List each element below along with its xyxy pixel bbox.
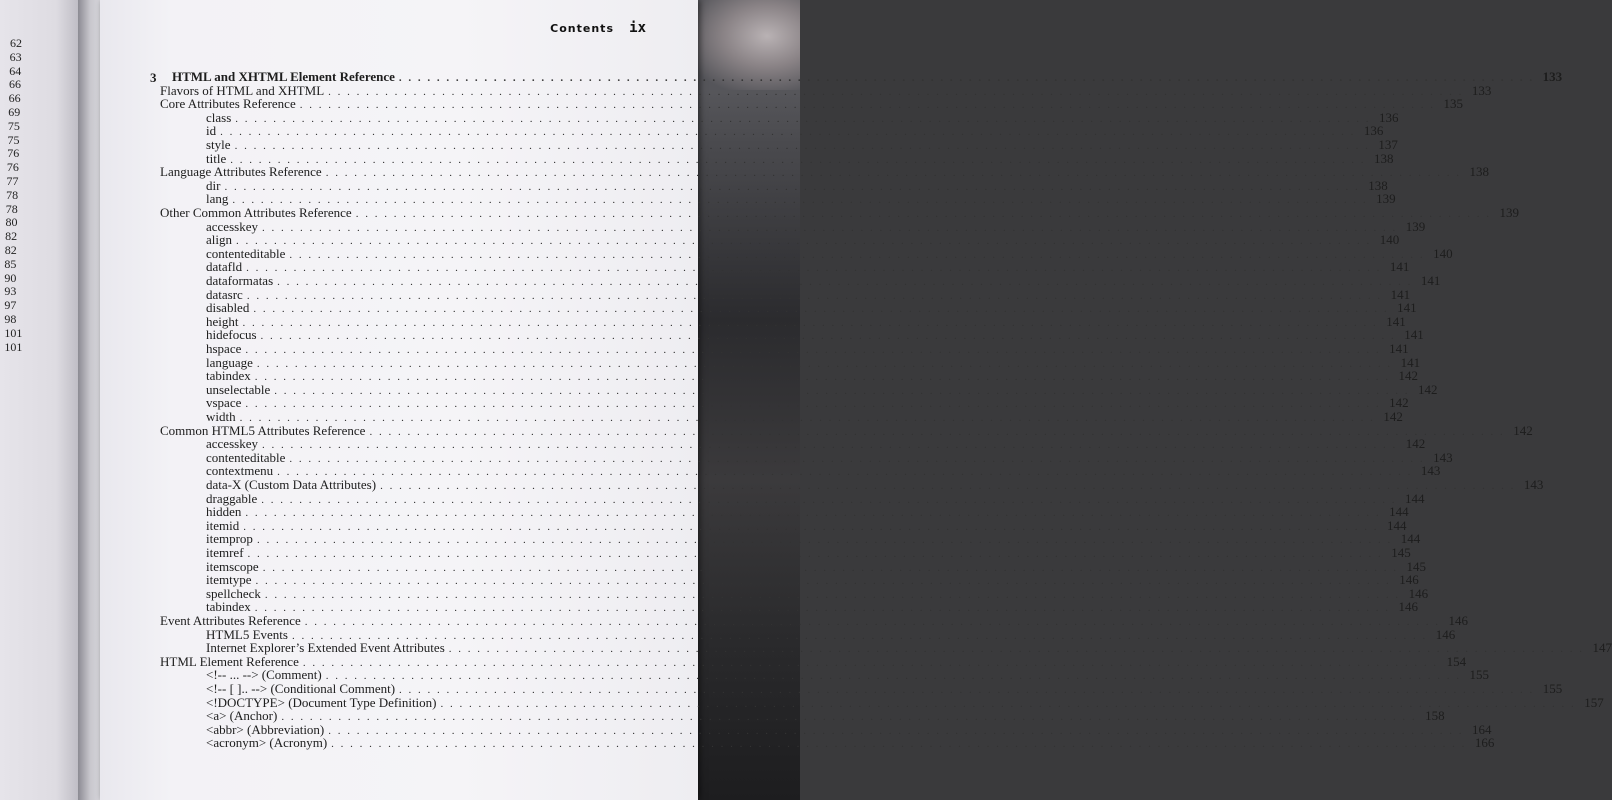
entry-label: accesskey — [206, 218, 258, 234]
page-number: ix — [629, 20, 646, 36]
contents-page — [100, 0, 1612, 800]
toc-subentry — [206, 558, 1426, 574]
left-page-number: 66 — [8, 77, 21, 92]
entry-label: contenteditable — [206, 245, 286, 261]
entry-label: contenteditable — [206, 449, 286, 465]
dot-leader: . . . . . . . . . . . . . . . . . . . . . . . . . . . . . . . . . . . . . . . . . . . . . . . . . . . . . . . . . . . . . . . . . . . . . . . . . . . . . . . . . . . . . . . . . . . . . . . . . . . . . . . . . . . . . . . . . . . . . . . . — [281, 711, 1417, 724]
entry-label: Internet Explorer’s Extended Event Attributes — [206, 640, 445, 656]
dot-leader: . . . . . . . . . . . . . . . . . . . . . . . . . . . . . . . . . . . . . . . . . . . . . . . . . . . . . . . . . . . . . . . . . . . . . . . . . . . . . . . . . . . . . . . . . . . . . . . . . . . . . . . . . . . . . . . . . . . . . . . . — [253, 303, 1389, 316]
entry-page: 140 — [1433, 245, 1453, 261]
dot-leader: . . . . . . . . . . . . . . . . . . . . . . . . . . . . . . . . . . . . . . . . . . . . . . . . . . . . . . . . . . . . . . . . . . . . . . . . . . . . . . . . . . . . . . . . . . . . . . . . . . . . . . . . . . . . . . . . . . . . . . . . — [398, 72, 1535, 84]
dot-leader: . . . . . . . . . . . . . . . . . . . . . . . . . . . . . . . . . . . . . . . . . . . . . . . . . . . . . . . . . . . . . . . . . . . . . . . . . . . . . . . . . . . . . . . . . . . . . . . . . . . . . . . . . . . . . . . . . . . . . . . . — [261, 493, 1397, 506]
entry-page: 143 — [1420, 463, 1441, 479]
entry-page: 144 — [1389, 504, 1409, 520]
toc-subentry — [206, 327, 1424, 343]
left-page-number: 77 — [6, 174, 19, 188]
entry-label: unselectable — [206, 381, 271, 397]
dot-leader: . . . . . . . . . . . . . . . . . . . . . . . . . . . . . . . . . . . . . . . . . . . . . . . . . . . . . . . . . . . . . . . . . . . . . . . . . . . . . . . . . . . . . . . . . . . . . . . . . . . . . . . . . . . . . . . . . . . . . . . . — [232, 194, 1368, 207]
entry-label: width — [206, 409, 236, 424]
dot-leader: . . . . . . . . . . . . . . . . . . . . . . . . . . . . . . . . . . . . . . . . . . . . . . . . . . . . . . . . . . . . . . . . . . . . . . . . . . . . . . . . . . . . . . . . . . . . . . . . . . . . . . . . . . . . . . . . . . . . . . . . — [239, 412, 1375, 424]
entry-label: tabindex — [206, 368, 251, 384]
entry-page: 141 — [1389, 259, 1410, 275]
entry-page: 135 — [1443, 96, 1463, 112]
dot-leader: . . . . . . . . . . . . . . . . . . . . . . . . . . . . . . . . . . . . . . . . . . . . . . . . . . . . . . . . . . . . . . . . . . . . . . . . . . . . . . . . . . . . . . . . . . . . . . . . . . . . . . . . . . . . . . . . . . . . . . . . — [254, 371, 1391, 384]
entry-page: 146 — [1448, 613, 1469, 628]
dot-leader: . . . . . . . . . . . . . . . . . . . . . . . . . . . . . . . . . . . . . . . . . . . . . . . . . . . . . . . . . . . . . . . . . . . . . . . . . . . . . . . . . . . . . . . . . . . . . . . . . . . . . . . . . . . . . . . . . . . . . . . . — [328, 85, 1464, 98]
entry-page: 166 — [1474, 735, 1495, 751]
toc-subentry — [206, 109, 1399, 125]
dot-leader: . . . . . . . . . . . . . . . . . . . . . . . . . . . . . . . . . . . . . . . . . . . . . . . . . . . . . . . . . . . . . . . . . . . . . . . . . . . . . . . . . . . . . . . . . . . . . . . . . . . . . . . . . . . . . . . . . . . . . . . . — [277, 466, 1413, 479]
dot-leader: . . . . . . . . . . . . . . . . . . . . . . . . . . . . . . . . . . . . . . . . . . . . . . . . . . . . . . . . . . . . . . . . . . . . . . . . . . . . . . . . . . . . . . . . . . . . . . . . . . . . . . . . . . . . . . . . . . . . . . . . — [245, 507, 1381, 520]
toc-subentry — [206, 300, 1417, 316]
toc-subentry — [206, 123, 1384, 139]
entry-page: 141 — [1420, 273, 1441, 288]
dot-leader: . . . . . . . . . . . . . . . . . . . . . . . . . . . . . . . . . . . . . . . . . . . . . . . . . . . . . . . . . . . . . . . . . . . . . . . . . . . . . . . . . . . . . . . . . . . . . . . . . . . . . . . . . . . . . . . . . . . . . . . . — [224, 180, 1360, 193]
dot-leader: . . . . . . . . . . . . . . . . . . . . . . . . . . . . . . . . . . . . . . . . . . . . . . . . . . . . . . . . . . . . . . . . . . . . . . . . . . . . . . . . . . . . . . . . . . . . . . . . . . . . . . . . . . . . . . . . . . . . . . . . — [328, 724, 1464, 737]
entry-page: 146 — [1399, 572, 1419, 588]
toc-subentry — [206, 504, 1409, 520]
toc-subentry — [206, 245, 1453, 261]
toc-subentry — [206, 137, 1398, 152]
left-page-number: 101 — [4, 339, 23, 354]
entry-label: hspace — [206, 341, 242, 356]
entry-page: 158 — [1425, 708, 1445, 724]
entry-page: 147 — [1592, 640, 1612, 656]
dot-leader: . . . . . . . . . . . . . . . . . . . . . . . . . . . . . . . . . . . . . . . . . . . . . . . . . . . . . . . . . . . . . . . . . . . . . . . . . . . . . . . . . . . . . . . . . . . . . . . . . . . . . . . . . . . . . . . . . . . . . . . . — [255, 575, 1391, 588]
dot-leader: . . . . . . . . . . . . . . . . . . . . . . . . . . . . . . . . . . . . . . . . . . . . . . . . . . . . . . . . . . . . . . . . . . . . . . . . . . . . . . . . . . . . . . . . . . . . . . . . . . . . . . . . . . . . . . . . . . . . . . . . — [440, 697, 1576, 710]
entry-page: 141 — [1389, 341, 1409, 356]
dot-leader: . . . . . . . . . . . . . . . . . . . . . . . . . . . . . . . . . . . . . . . . . . . . . . . . . . . . . . . . . . . . . . . . . . . . . . . . . . . . . . . . . . . . . . . . . . . . . . . . . . . . . . . . . . . . . . . . . . . . . . . . — [264, 588, 1401, 601]
left-page-number: 93 — [4, 284, 17, 299]
dot-leader: . . . . . . . . . . . . . . . . . . . . . . . . . . . . . . . . . . . . . . . . . . . . . . . . . . . . . . . . . . . . . . . . . . . . . . . . . . . . . . . . . . . . . . . . . . . . . . . . . . . . . . . . . . . . . . . . . . . . . . . . — [325, 167, 1461, 180]
entry-page: 138 — [1373, 150, 1394, 166]
dot-leader: . . . . . . . . . . . . . . . . . . . . . . . . . . . . . . . . . . . . . . . . . . . . . . . . . . . . . . . . . . . . . . . . . . . . . . . . . . . . . . . . . . . . . . . . . . . . . . . . . . . . . . . . . . . . . . . . . . . . . . . . — [289, 248, 1425, 261]
entry-page: 143 — [1433, 449, 1453, 465]
left-page-number: 90 — [4, 270, 17, 285]
entry-page: 146 — [1408, 585, 1429, 601]
toc-subentry — [206, 409, 1403, 424]
entry-label: itemid — [206, 517, 240, 533]
toc-section-entry — [160, 164, 1489, 180]
dot-leader: . . . . . . . . . . . . . . . . . . . . . . . . . . . . . . . . . . . . . . . . . . . . . . . . . . . . . . . . . . . . . . . . . . . . . . . . . . . . . . . . . . . . . . . . . . . . . . . . . . . . . . . . . . . . . . . . . . . . . . . . — [236, 235, 1372, 248]
entry-page: 142 — [1398, 368, 1419, 384]
dot-leader: . . . . . . . . . . . . . . . . . . . . . . . . . . . . . . . . . . . . . . . . . . . . . . . . . . . . . . . . . . . . . . . . . . . . . . . . . . . . . . . . . . . . . . . . . . . . . . . . . . . . . . . . . . . . . . . . . . . . . . . . — [247, 548, 1383, 560]
entry-label: height — [206, 313, 239, 329]
entry-page: 136 — [1379, 109, 1399, 125]
entry-page: 142 — [1389, 395, 1409, 411]
dot-leader: . . . . . . . . . . . . . . . . . . . . . . . . . . . . . . . . . . . . . . . . . . . . . . . . . . . . . . . . . . . . . . . . . . . . . . . . . . . . . . . . . . . . . . . . . . . . . . . . . . . . . . . . . . . . . . . . . . . . . . . . — [448, 643, 1584, 656]
dot-leader: . . . . . . . . . . . . . . . . . . . . . . . . . . . . . . . . . . . . . . . . . . . . . . . . . . . . . . . . . . . . . . . . . . . . . . . . . . . . . . . . . . . . . . . . . . . . . . . . . . . . . . . . . . . . . . . . . . . . . . . . — [234, 140, 1370, 152]
dot-leader: . . . . . . . . . . . . . . . . . . . . . . . . . . . . . . . . . . . . . . . . . . . . . . . . . . . . . . . . . . . . . . . . . . . . . . . . . . . . . . . . . . . . . . . . . . . . . . . . . . . . . . . . . . . . . . . . . . . . . . . . — [380, 480, 1516, 492]
dot-leader: . . . . . . . . . . . . . . . . . . . . . . . . . . . . . . . . . . . . . . . . . . . . . . . . . . . . . . . . . . . . . . . . . . . . . . . . . . . . . . . . . . . . . . . . . . . . . . . . . . . . . . . . . . . . . . . . . . . . . . . . — [246, 262, 1382, 275]
toc-subentry — [206, 585, 1429, 601]
dot-leader: . . . . . . . . . . . . . . . . . . . . . . . . . . . . . . . . . . . . . . . . . . . . . . . . . . . . . . . . . . . . . . . . . . . . . . . . . . . . . . . . . . . . . . . . . . . . . . . . . . . . . . . . . . . . . . . . . . . . . . . . — [261, 439, 1398, 452]
entry-label: hidefocus — [206, 327, 257, 343]
toc-subentry — [206, 572, 1419, 588]
entry-label: <a> (Anchor) — [206, 708, 278, 724]
entry-label: Flavors of HTML and XHTML — [160, 82, 325, 98]
entry-label: Common HTML5 Attributes Reference — [160, 422, 366, 438]
table-of-contents — [100, 0, 1612, 800]
entry-page: 142 — [1513, 422, 1533, 438]
chapter-page: 133 — [1542, 69, 1563, 84]
toc-subentry — [206, 395, 1409, 411]
entry-page: 154 — [1446, 653, 1467, 669]
entry-page: 164 — [1472, 721, 1492, 737]
entry-page: 145 — [1406, 558, 1426, 574]
dot-leader: . . . . . . . . . . . . . . . . . . . . . . . . . . . . . . . . . . . . . . . . . . . . . . . . . . . . . . . . . . . . . . . . . . . . . . . . . . . . . . . . . . . . . . . . . . . . . . . . . . . . . . . . . . . . . . . . . . . . . . . . — [277, 276, 1413, 288]
left-page-number: 80 — [5, 215, 18, 230]
dot-leader: . . . . . . . . . . . . . . . . . . . . . . . . . . . . . . . . . . . . . . . . . . . . . . . . . . . . . . . . . . . . . . . . . . . . . . . . . . . . . . . . . . . . . . . . . . . . . . . . . . . . . . . . . . . . . . . . . . . . . . . . — [274, 384, 1410, 397]
entry-label: HTML5 Events — [206, 626, 288, 642]
chapter-title: HTML and XHTML Element Reference — [172, 69, 395, 84]
entry-page: 139 — [1405, 218, 1426, 234]
dot-leader: . . . . . . . . . . . . . . . . . . . . . . . . . . . . . . . . . . . . . . . . . . . . . . . . . . . . . . . . . . . . . . . . . . . . . . . . . . . . . . . . . . . . . . . . . . . . . . . . . . . . . . . . . . . . . . . . . . . . . . . . — [355, 208, 1491, 220]
toc-subentry — [206, 177, 1388, 193]
dot-leader: . . . . . . . . . . . . . . . . . . . . . . . . . . . . . . . . . . . . . . . . . . . . . . . . . . . . . . . . . . . . . . . . . . . . . . . . . . . . . . . . . . . . . . . . . . . . . . . . . . . . . . . . . . . . . . . . . . . . . . . . — [399, 684, 1535, 696]
entry-label: accesskey — [206, 436, 258, 452]
entry-label: tabindex — [206, 599, 251, 615]
dot-leader: . . . . . . . . . . . . . . . . . . . . . . . . . . . . . . . . . . . . . . . . . . . . . . . . . . . . . . . . . . . . . . . . . . . . . . . . . . . . . . . . . . . . . . . . . . . . . . . . . . . . . . . . . . . . . . . . . . . . . . . . — [243, 520, 1379, 533]
entry-label: <abbr> (Abbreviation) — [206, 721, 325, 737]
entry-label: style — [206, 137, 231, 152]
entry-label: draggable — [206, 490, 258, 506]
entry-label: Other Common Attributes Reference — [160, 205, 352, 220]
toc-subentry — [206, 273, 1441, 288]
entry-page: 140 — [1379, 232, 1400, 248]
entry-label: datasrc — [206, 286, 243, 302]
entry-label: class — [206, 109, 232, 125]
entry-page: 146 — [1398, 599, 1419, 615]
toc-subentry — [206, 218, 1426, 234]
left-page-number: 97 — [4, 298, 17, 313]
entry-page: 141 — [1386, 313, 1406, 329]
left-page-number: 78 — [6, 187, 19, 202]
dot-leader: . . . . . . . . . . . . . . . . . . . . . . . . . . . . . . . . . . . . . . . . . . . . . . . . . . . . . . . . . . . . . . . . . . . . . . . . . . . . . . . . . . . . . . . . . . . . . . . . . . . . . . . . . . . . . . . . . . . . . . . . — [302, 656, 1439, 669]
entry-page: 139 — [1376, 191, 1396, 207]
entry-page: 155 — [1542, 681, 1563, 696]
left-page-number: 63 — [9, 49, 22, 64]
entry-label: itemtype — [206, 572, 252, 588]
left-page-number: 98 — [4, 312, 17, 326]
dot-leader: . . . . . . . . . . . . . . . . . . . . . . . . . . . . . . . . . . . . . . . . . . . . . . . . . . . . . . . . . . . . . . . . . . . . . . . . . . . . . . . . . . . . . . . . . . . . . . . . . . . . . . . . . . . . . . . . . . . . . . . . — [260, 330, 1396, 343]
entry-page: 142 — [1418, 381, 1438, 397]
entry-page: 141 — [1390, 286, 1411, 302]
toc-subentry — [206, 681, 1563, 696]
left-page-number: 101 — [4, 325, 23, 340]
dot-leader: . . . . . . . . . . . . . . . . . . . . . . . . . . . . . . . . . . . . . . . . . . . . . . . . . . . . . . . . . . . . . . . . . . . . . . . . . . . . . . . . . . . . . . . . . . . . . . . . . . . . . . . . . . . . . . . . . . . . . . . . — [220, 126, 1356, 139]
entry-page: 157 — [1584, 694, 1604, 710]
entry-label: itemref — [206, 545, 244, 560]
entry-page: 138 — [1368, 177, 1388, 193]
entry-page: 138 — [1469, 164, 1489, 180]
dot-leader: . . . . . . . . . . . . . . . . . . . . . . . . . . . . . . . . . . . . . . . . . . . . . . . . . . . . . . . . . . . . . . . . . . . . . . . . . . . . . . . . . . . . . . . . . . . . . . . . . . . . . . . . . . . . . . . . . . . . . . . . — [325, 670, 1461, 683]
entry-page: 141 — [1404, 327, 1424, 343]
toc-subentry — [206, 531, 1421, 547]
entry-page: 133 — [1471, 82, 1492, 98]
dot-leader: . . . . . . . . . . . . . . . . . . . . . . . . . . . . . . . . . . . . . . . . . . . . . . . . . . . . . . . . . . . . . . . . . . . . . . . . . . . . . . . . . . . . . . . . . . . . . . . . . . . . . . . . . . . . . . . . . . . . . . . . — [254, 602, 1391, 615]
entry-label: disabled — [206, 300, 250, 316]
toc-subentry — [206, 341, 1409, 356]
toc-subentry — [206, 381, 1438, 397]
entry-label: language — [206, 354, 253, 370]
entry-label: datafld — [206, 259, 243, 275]
entry-label: id — [206, 123, 217, 139]
left-page-number: 66 — [8, 91, 21, 106]
chapter-entry — [172, 69, 1563, 84]
entry-page: 137 — [1378, 137, 1398, 152]
entry-label: <acronym> (Acronym) — [206, 735, 328, 751]
left-page-number: 75 — [7, 118, 20, 133]
entry-label: Event Attributes Reference — [160, 613, 301, 628]
dot-leader: . . . . . . . . . . . . . . . . . . . . . . . . . . . . . . . . . . . . . . . . . . . . . . . . . . . . . . . . . . . . . . . . . . . . . . . . . . . . . . . . . . . . . . . . . . . . . . . . . . . . . . . . . . . . . . . . . . . . . . . . — [245, 344, 1381, 356]
left-page-number: 64 — [9, 63, 22, 78]
left-page-number: 78 — [5, 201, 18, 216]
page-header-title: Contents — [550, 22, 614, 35]
entry-label: itemprop — [206, 531, 253, 547]
entry-page: 144 — [1400, 531, 1421, 547]
left-page-number: 69 — [8, 105, 21, 119]
entry-label: hidden — [206, 504, 242, 520]
toc-subentry — [206, 735, 1495, 751]
toc-subentry — [206, 313, 1406, 329]
dot-leader: . . . . . . . . . . . . . . . . . . . . . . . . . . . . . . . . . . . . . . . . . . . . . . . . . . . . . . . . . . . . . . . . . . . . . . . . . . . . . . . . . . . . . . . . . . . . . . . . . . . . . . . . . . . . . . . . . . . . . . . . — [230, 153, 1366, 166]
chapter-number: 3 — [150, 70, 157, 85]
entry-label: <!-- ... --> (Comment) — [206, 667, 322, 683]
toc-subentry — [206, 477, 1544, 492]
left-page-number: 82 — [4, 243, 17, 257]
entry-label: contextmenu — [206, 463, 274, 479]
entry-label: spellcheck — [206, 585, 261, 601]
entry-label: vspace — [206, 395, 242, 411]
dot-leader: . . . . . . . . . . . . . . . . . . . . . . . . . . . . . . . . . . . . . . . . . . . . . . . . . . . . . . . . . . . . . . . . . . . . . . . . . . . . . . . . . . . . . . . . . . . . . . . . . . . . . . . . . . . . . . . . . . . . . . . . — [262, 561, 1398, 574]
toc-subentry — [206, 517, 1407, 533]
entry-page: 155 — [1469, 667, 1489, 683]
entry-label: align — [206, 232, 232, 248]
left-page-number: 75 — [7, 132, 20, 147]
dot-leader: . . . . . . . . . . . . . . . . . . . . . . . . . . . . . . . . . . . . . . . . . . . . . . . . . . . . . . . . . . . . . . . . . . . . . . . . . . . . . . . . . . . . . . . . . . . . . . . . . . . . . . . . . . . . . . . . . . . . . . . . — [256, 534, 1393, 547]
dot-leader: . . . . . . . . . . . . . . . . . . . . . . . . . . . . . . . . . . . . . . . . . . . . . . . . . . . . . . . . . . . . . . . . . . . . . . . . . . . . . . . . . . . . . . . . . . . . . . . . . . . . . . . . . . . . . . . . . . . . . . . . — [291, 629, 1428, 642]
toc-section-entry — [160, 205, 1519, 220]
entry-label: Core Attributes Reference — [160, 96, 296, 112]
left-page-number: 76 — [7, 146, 20, 161]
entry-page: 144 — [1405, 490, 1425, 506]
entry-label: Language Attributes Reference — [160, 164, 322, 180]
entry-page: 142 — [1383, 409, 1403, 424]
entry-page: 145 — [1391, 545, 1411, 560]
dot-leader: . . . . . . . . . . . . . . . . . . . . . . . . . . . . . . . . . . . . . . . . . . . . . . . . . . . . . . . . . . . . . . . . . . . . . . . . . . . . . . . . . . . . . . . . . . . . . . . . . . . . . . . . . . . . . . . . . . . . . . . . — [256, 357, 1393, 370]
entry-page: 143 — [1523, 477, 1544, 492]
entry-page: 136 — [1363, 123, 1384, 139]
entry-page: 141 — [1400, 354, 1421, 370]
dot-leader: . . . . . . . . . . . . . . . . . . . . . . . . . . . . . . . . . . . . . . . . . . . . . . . . . . . . . . . . . . . . . . . . . . . . . . . . . . . . . . . . . . . . . . . . . . . . . . . . . . . . . . . . . . . . . . . . . . . . . . . . — [369, 425, 1505, 438]
entry-page: 146 — [1435, 626, 1456, 642]
left-page-number: 76 — [6, 160, 19, 175]
dot-leader: . . . . . . . . . . . . . . . . . . . . . . . . . . . . . . . . . . . . . . . . . . . . . . . . . . . . . . . . . . . . . . . . . . . . . . . . . . . . . . . . . . . . . . . . . . . . . . . . . . . . . . . . . . . . . . . . . . . . . . . . — [289, 452, 1425, 465]
entry-label: HTML Element Reference — [160, 653, 299, 669]
dot-leader: . . . . . . . . . . . . . . . . . . . . . . . . . . . . . . . . . . . . . . . . . . . . . . . . . . . . . . . . . . . . . . . . . . . . . . . . . . . . . . . . . . . . . . . . . . . . . . . . . . . . . . . . . . . . . . . . . . . . . . . . — [261, 221, 1398, 234]
dot-leader: . . . . . . . . . . . . . . . . . . . . . . . . . . . . . . . . . . . . . . . . . . . . . . . . . . . . . . . . . . . . . . . . . . . . . . . . . . . . . . . . . . . . . . . . . . . . . . . . . . . . . . . . . . . . . . . . . . . . . . . . — [246, 289, 1383, 302]
toc-subentry — [206, 354, 1421, 370]
entry-label: dataformatas — [206, 273, 274, 288]
entry-label: itemscope — [206, 558, 259, 574]
entry-label: <!DOCTYPE> (Document Type Definition) — [206, 694, 437, 710]
entry-page: 142 — [1405, 436, 1426, 452]
entry-page: 139 — [1499, 205, 1519, 220]
dot-leader: . . . . . . . . . . . . . . . . . . . . . . . . . . . . . . . . . . . . . . . . . . . . . . . . . . . . . . . . . . . . . . . . . . . . . . . . . . . . . . . . . . . . . . . . . . . . . . . . . . . . . . . . . . . . . . . . . . . . . . . . — [235, 112, 1371, 125]
entry-label: dir — [206, 177, 221, 193]
entry-page: 141 — [1397, 300, 1417, 316]
entry-label: data-X (Custom Data Attributes) — [206, 477, 377, 492]
toc-subentry — [206, 286, 1411, 302]
entry-label: <!-- [ ].. --> (Conditional Comment) — [206, 681, 396, 696]
left-page — [0, 0, 80, 800]
left-page-number: 85 — [4, 256, 17, 271]
dot-leader: . . . . . . . . . . . . . . . . . . . . . . . . . . . . . . . . . . . . . . . . . . . . . . . . . . . . . . . . . . . . . . . . . . . . . . . . . . . . . . . . . . . . . . . . . . . . . . . . . . . . . . . . . . . . . . . . . . . . . . . . — [304, 616, 1441, 628]
dot-leader: . . . . . . . . . . . . . . . . . . . . . . . . . . . . . . . . . . . . . . . . . . . . . . . . . . . . . . . . . . . . . . . . . . . . . . . . . . . . . . . . . . . . . . . . . . . . . . . . . . . . . . . . . . . . . . . . . . . . . . . . — [331, 738, 1467, 751]
left-page-number: 82 — [5, 229, 18, 244]
toc-subentry — [206, 490, 1425, 506]
entry-page: 144 — [1386, 517, 1407, 533]
dot-leader: . . . . . . . . . . . . . . . . . . . . . . . . . . . . . . . . . . . . . . . . . . . . . . . . . . . . . . . . . . . . . . . . . . . . . . . . . . . . . . . . . . . . . . . . . . . . . . . . . . . . . . . . . . . . . . . . . . . . . . . . — [242, 316, 1378, 329]
entry-label: title — [206, 150, 227, 166]
dot-leader: . . . . . . . . . . . . . . . . . . . . . . . . . . . . . . . . . . . . . . . . . . . . . . . . . . . . . . . . . . . . . . . . . . . . . . . . . . . . . . . . . . . . . . . . . . . . . . . . . . . . . . . . . . . . . . . . . . . . . . . . — [245, 398, 1381, 411]
left-page-number: 62 — [10, 36, 22, 50]
entry-label: lang — [206, 191, 229, 207]
dot-leader: . . . . . . . . . . . . . . . . . . . . . . . . . . . . . . . . . . . . . . . . . . . . . . . . . . . . . . . . . . . . . . . . . . . . . . . . . . . . . . . . . . . . . . . . . . . . . . . . . . . . . . . . . . . . . . . . . . . . . . . . — [299, 99, 1435, 112]
toc-subentry — [206, 545, 1411, 560]
toc-section-entry — [160, 613, 1469, 628]
